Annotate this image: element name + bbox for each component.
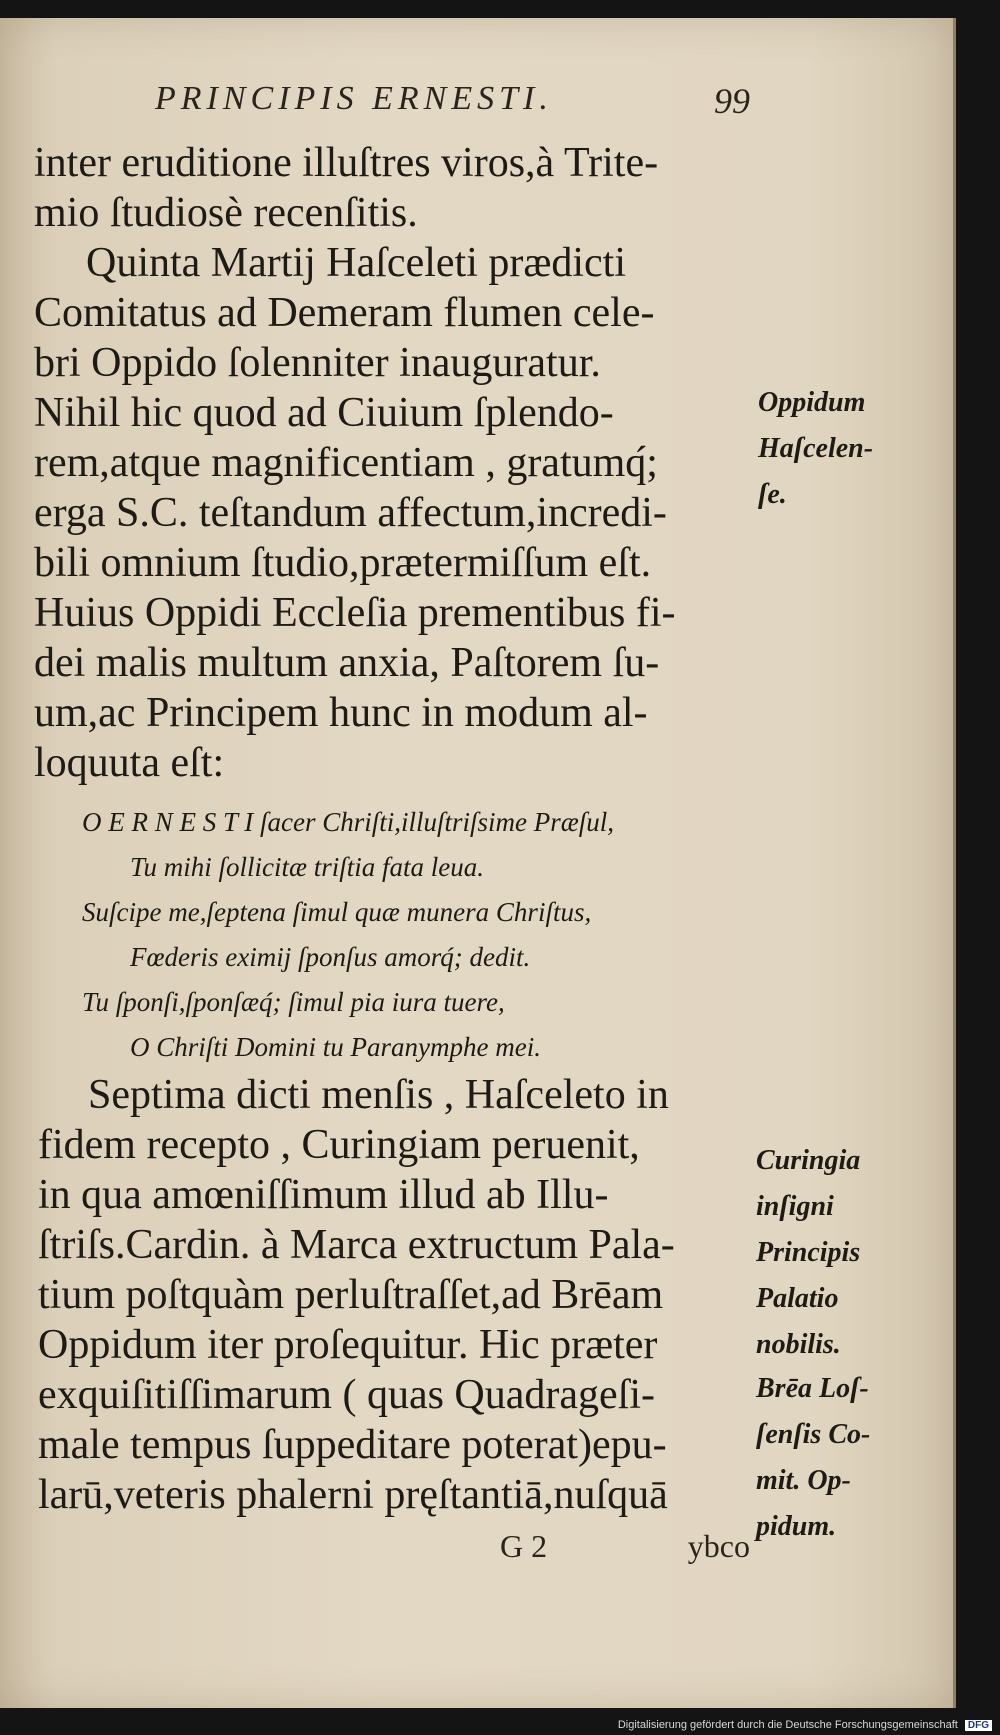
- verse-line: Tu mihi ſollicitæ triſtia fata leua.: [130, 852, 485, 882]
- margin-note-curingia: Curingia inſigni Principis Palatio nobilis.: [756, 1145, 861, 1360]
- verse-block: [82, 800, 762, 1070]
- page-number: 99: [714, 81, 750, 121]
- text-line: ſtriſs.Cardin. à Marca extructum Pala-: [38, 1222, 675, 1268]
- text-line: dei malis multum anxia, Paſtorem ſu-: [34, 640, 660, 686]
- verse-line: O E R N E S T I ſacer Chriſti,illuſtriſsime Præſul,: [82, 807, 615, 837]
- running-title: PRINCIPIS ERNESTI.: [155, 80, 553, 117]
- text-line: um,ac Principem hunc in modum al-: [34, 690, 648, 736]
- text-line: rem,atque magnificentiam , gratumq́;: [34, 440, 658, 486]
- signature-mark: G 2: [500, 1528, 548, 1564]
- text-line: male tempus ſuppeditare poterat)epu-: [38, 1422, 667, 1468]
- text-line: Oppidum iter proſequitur. Hic præter: [38, 1322, 658, 1368]
- verse-line: O Chriſti Domini tu Paranymphe mei.: [130, 1032, 541, 1062]
- verse-line: Tu ſponſi,ſponſæq́; ſimul pia iura tuere,: [82, 987, 505, 1017]
- page-header: [150, 80, 750, 130]
- verse-line: Fœderis eximij ſponſus amorq́; dedit.: [130, 942, 531, 972]
- dfg-logo: DFG: [965, 1720, 992, 1731]
- text-line: erga S.C. teſtandum affectum,incredi-: [34, 490, 667, 536]
- margin-note-brea: Brēa Loſ- ſenſis Co- mit. Op- pidum.: [756, 1373, 871, 1542]
- catchword: ybco: [687, 1528, 750, 1564]
- text-line: Nihil hic quod ad Ciuium ſplendo-: [34, 390, 614, 436]
- footer-credit: [618, 1719, 992, 1731]
- text-line: tium poſtquàm perluſtraſſet,ad Brēam: [38, 1272, 664, 1318]
- main-text-continued: [38, 1070, 754, 1520]
- footer-text: Digitalisierung gefördert durch die Deutsche Forschungsgemeinschaft: [617, 1719, 958, 1731]
- margin-note-oppidum: Oppidum Haſcelen- ſe.: [758, 387, 874, 510]
- verse-line: Suſcipe me,ſeptena ſimul quæ munera Chriſtus,: [82, 897, 592, 927]
- text-line: Quinta Martij Haſceleti prædicti: [86, 240, 627, 286]
- text-line: in qua amœniſſimum illud ab Illu-: [38, 1172, 609, 1218]
- text-line: mio ſtudiosè recenſitis.: [34, 190, 418, 236]
- text-line: fidem recepto , Curingiam peruenit,: [38, 1122, 640, 1168]
- text-line: Septima dicti menſis , Haſceleto in: [88, 1072, 669, 1118]
- text-line: loquuta eſt:: [34, 740, 225, 786]
- text-line: bili omnium ſtudio,prætermiſſum eſt.: [34, 540, 652, 586]
- main-text: [34, 138, 754, 788]
- text-line: Huius Oppidi Eccleſia prementibus fi-: [34, 590, 676, 636]
- text-line: exquiſitiſſimarum ( quas Quadrageſi-: [38, 1372, 655, 1418]
- book-page: [0, 18, 956, 1708]
- text-line: larū,veteris phalerni pręſtantiā,nuſquā: [38, 1472, 668, 1518]
- text-line: bri Oppido ſolenniter inauguratur.: [34, 340, 601, 386]
- text-line: inter eruditione illuſtres viros,à Trite-: [34, 140, 659, 186]
- text-line: Comitatus ad Demeram flumen cele-: [34, 290, 655, 336]
